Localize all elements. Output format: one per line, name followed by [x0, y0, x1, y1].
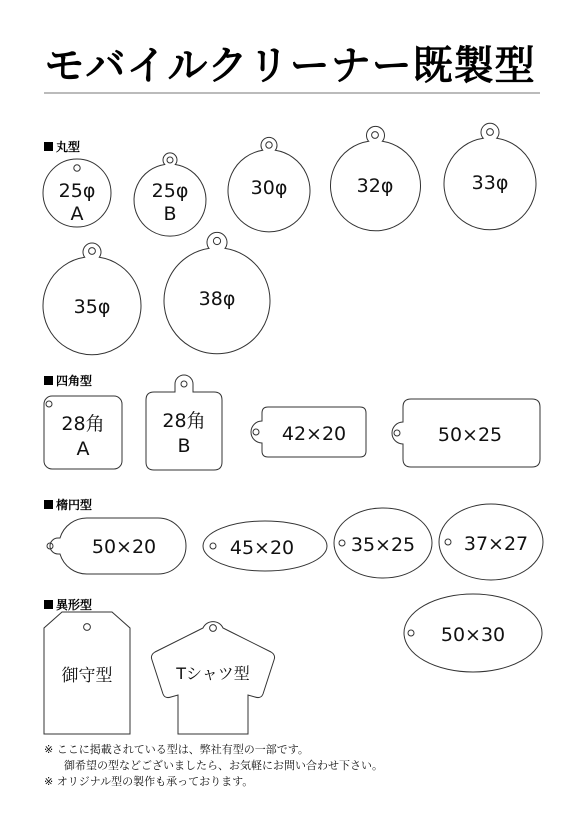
- square-50x25-shape: [392, 399, 540, 467]
- shape-label: 28角: [61, 413, 105, 435]
- page-title: モバイルクリーナー既製型: [44, 43, 536, 89]
- shape-label: 42×20: [281, 423, 347, 445]
- round-33-shape: [444, 123, 536, 230]
- oval-45x20-shape: [203, 521, 327, 571]
- round-38-shape: [164, 232, 270, 353]
- shape-label: 38φ: [198, 288, 236, 310]
- round-25b-shape: [134, 153, 206, 236]
- shape-label: B: [163, 203, 177, 225]
- oval-37x27-shape: [439, 504, 543, 580]
- oval-50x20-shape: [47, 518, 186, 574]
- shape-label: A: [76, 438, 90, 460]
- shape-label: B: [177, 435, 191, 457]
- shape-label: 33φ: [471, 172, 509, 194]
- shape-label: 28角: [162, 410, 206, 432]
- section-square-label: 四角型: [56, 374, 93, 388]
- shape-label: 32φ: [356, 175, 394, 197]
- shape-label: 50×30: [440, 624, 506, 646]
- omamori-shape: [44, 612, 130, 734]
- shape-label: 50×20: [91, 536, 157, 558]
- shape-label: 30φ: [250, 177, 288, 199]
- section-oval-label: 楕円型: [56, 498, 93, 512]
- square-28b-shape: [146, 375, 222, 470]
- shape-label: 35φ: [73, 296, 111, 318]
- shape-label: Tシャツ型: [176, 664, 250, 683]
- shape-label: 45×20: [229, 537, 295, 559]
- section-special-label: 異形型: [56, 598, 93, 612]
- tshirt-shape: [151, 622, 274, 734]
- footnote-line: ※ オリジナル型の製作も承っております。: [44, 775, 254, 788]
- shape-label: 35×25: [350, 534, 416, 556]
- oval-50x30-shape: [404, 594, 542, 672]
- shape-label: A: [70, 203, 84, 225]
- round-25a-shape: [43, 159, 111, 227]
- shape-label: 37×27: [463, 533, 529, 555]
- oval-35x25-shape: [334, 508, 432, 578]
- section-round-label: 丸型: [56, 140, 81, 154]
- square-42x20-shape: [251, 407, 366, 457]
- shape-label: 御守型: [61, 666, 113, 686]
- round-32-shape: [331, 126, 421, 230]
- footnotes: [44, 742, 383, 790]
- shape-label: 50×25: [437, 424, 503, 446]
- round-35-shape: [43, 243, 141, 355]
- round-30-shape: [228, 137, 310, 231]
- shape-label: 25φ: [151, 180, 189, 202]
- shape-label: 25φ: [58, 180, 96, 202]
- square-28a-shape: [44, 396, 122, 469]
- footnote-line: ※ ここに掲載されている型は、弊社有型の一部です。: [44, 743, 309, 756]
- footnote-line: 御希望の型などございましたら、お気軽にお問い合わせ下さい。: [64, 759, 383, 772]
